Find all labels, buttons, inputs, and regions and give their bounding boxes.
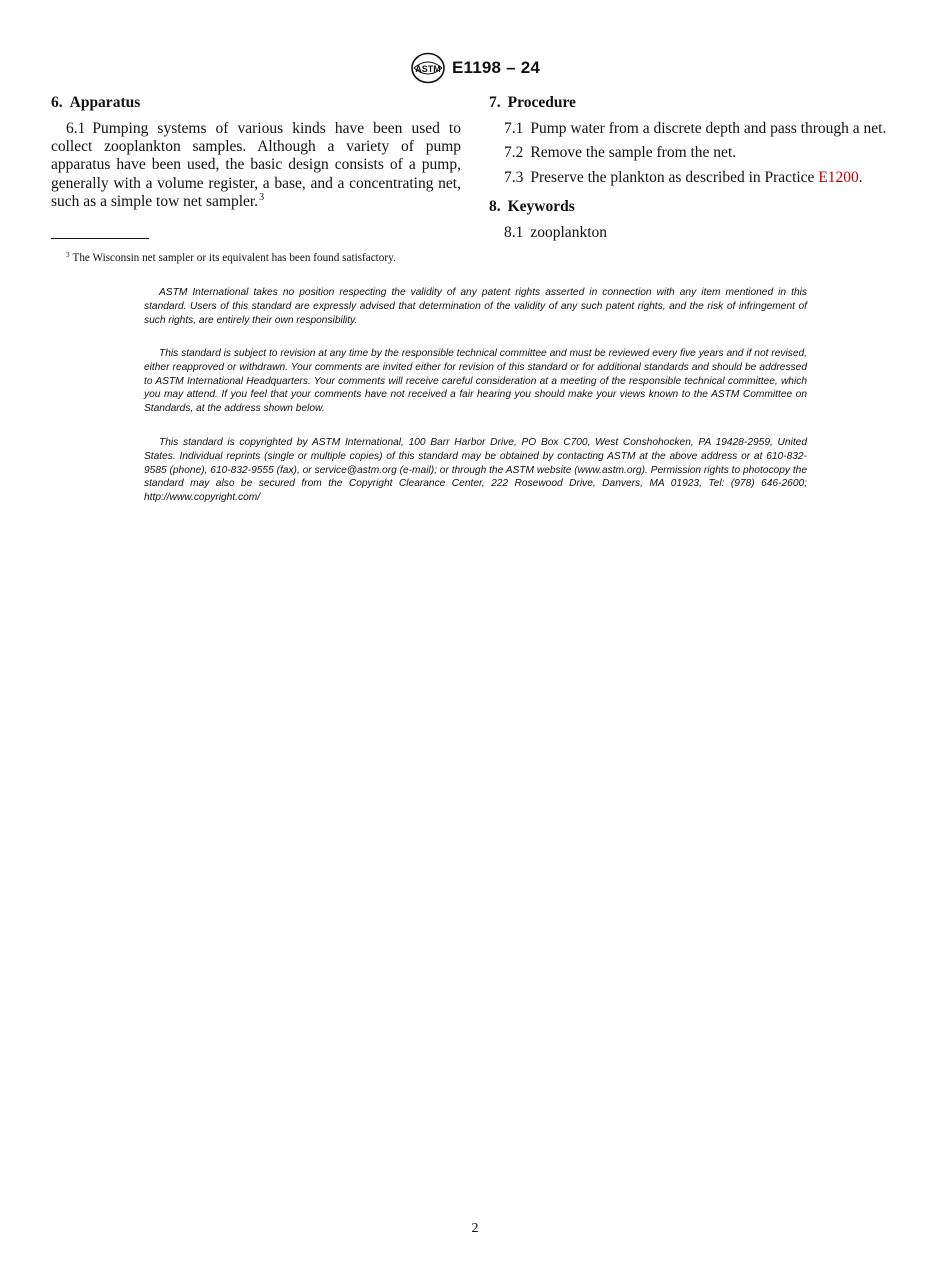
paragraph-number: 7.3 [504,168,524,186]
page-header [0,52,950,84]
section-title: Keywords [507,198,575,216]
astm-logo-icon [410,52,446,84]
revision-notice: This standard is subject to revision at any time by the responsible technical committee and must be reviewed every five years and if not revised, either reapproved or withdrawn. Your comments are invited either for revision of this standard or for additional standards and should be addressed to ASTM International Headquarters. Your comments will receive careful consideration at a meeting of the responsible technical committee, which you may attend. If you feel that your comments have not received a fair hearing you should make your views known to the ASTM Committee on Standards, at the address shown below. [144,348,807,415]
paragraph-text: Pumping systems of various kinds have been used to collect zooplankton samples. Although a variety of pump apparatus have been used, the basic design consists of a pump, generally with a volume register, a base, and a concentrating net, such as a simple tow net sampler. [51,120,461,210]
practice-e1200-link[interactable]: E1200 [818,168,859,186]
section-heading-procedure [489,92,900,113]
paragraph-number: 7.1 [504,119,524,137]
astm-logo-text: ASTM [415,64,441,74]
paragraph-text-end: . [858,168,863,186]
paragraph-number: 6.1 [66,120,86,137]
right-column [489,92,900,242]
section-heading-keywords [489,196,900,217]
section-number: 7. [489,94,501,111]
paragraph-7-3 [489,169,900,187]
page-number: 2 [471,1221,479,1236]
paragraph-number: 8.1 [504,223,524,241]
footnote-text: The Wisconsin net sampler or its equivalent has been found satisfactory. [72,252,396,264]
paragraph-text: Preserve the plankton as described in Practice [530,168,819,186]
copyright-notice: This standard is copyrighted by ASTM International, 100 Barr Harbor Drive, PO Box C700, West Conshohocken, PA 19428-2959, United States. Individual reprints (single or multiple copies) of this standard may be obtained by contacting ASTM at the above address or at 610-832-9585 (phone), 610-832-9555 (fax), or service@astm.org (e-mail); or through the ASTM website (www.astm.org). Permission rights to photocopy the standard may also be secured from the Copyright Clearance Center, 222 Rosewood Drive, Danvers, MA 01923, Tel: (978) 646-2600; http://www.copyright.com/ [144,437,807,504]
section-number: 6. [51,94,63,111]
section-title: Procedure [507,94,576,111]
section-number: 8. [489,198,501,216]
paragraph-7-2 [489,144,900,162]
footnote [66,248,466,265]
patent-notice: ASTM International takes no position respecting the validity of any patent rights asserted in connection with any item mentioned in this standard. Users of this standard are expressly advised that determination of the validity of any such patent rights, and the risk of infringement of such rights, are entirely their own responsibility. [144,287,807,326]
footnote-reference[interactable]: 3 [259,191,265,203]
footnote-divider [51,238,149,239]
paragraph-6-1 [51,120,461,211]
paragraph-7-1 [489,120,900,138]
document-designation: E1198 – 24 [451,58,541,77]
footnote-number: 3 [66,251,70,259]
section-heading-apparatus [51,92,461,113]
paragraph-text: Remove the sample from the net. [530,144,737,162]
paragraph-8-1 [489,224,900,242]
paragraph-text: Pump water from a discrete depth and pass through a net. [530,119,887,137]
section-title: Apparatus [69,94,141,111]
left-column [51,92,461,211]
paragraph-number: 7.2 [504,144,524,162]
paragraph-text: zooplankton [530,223,607,241]
